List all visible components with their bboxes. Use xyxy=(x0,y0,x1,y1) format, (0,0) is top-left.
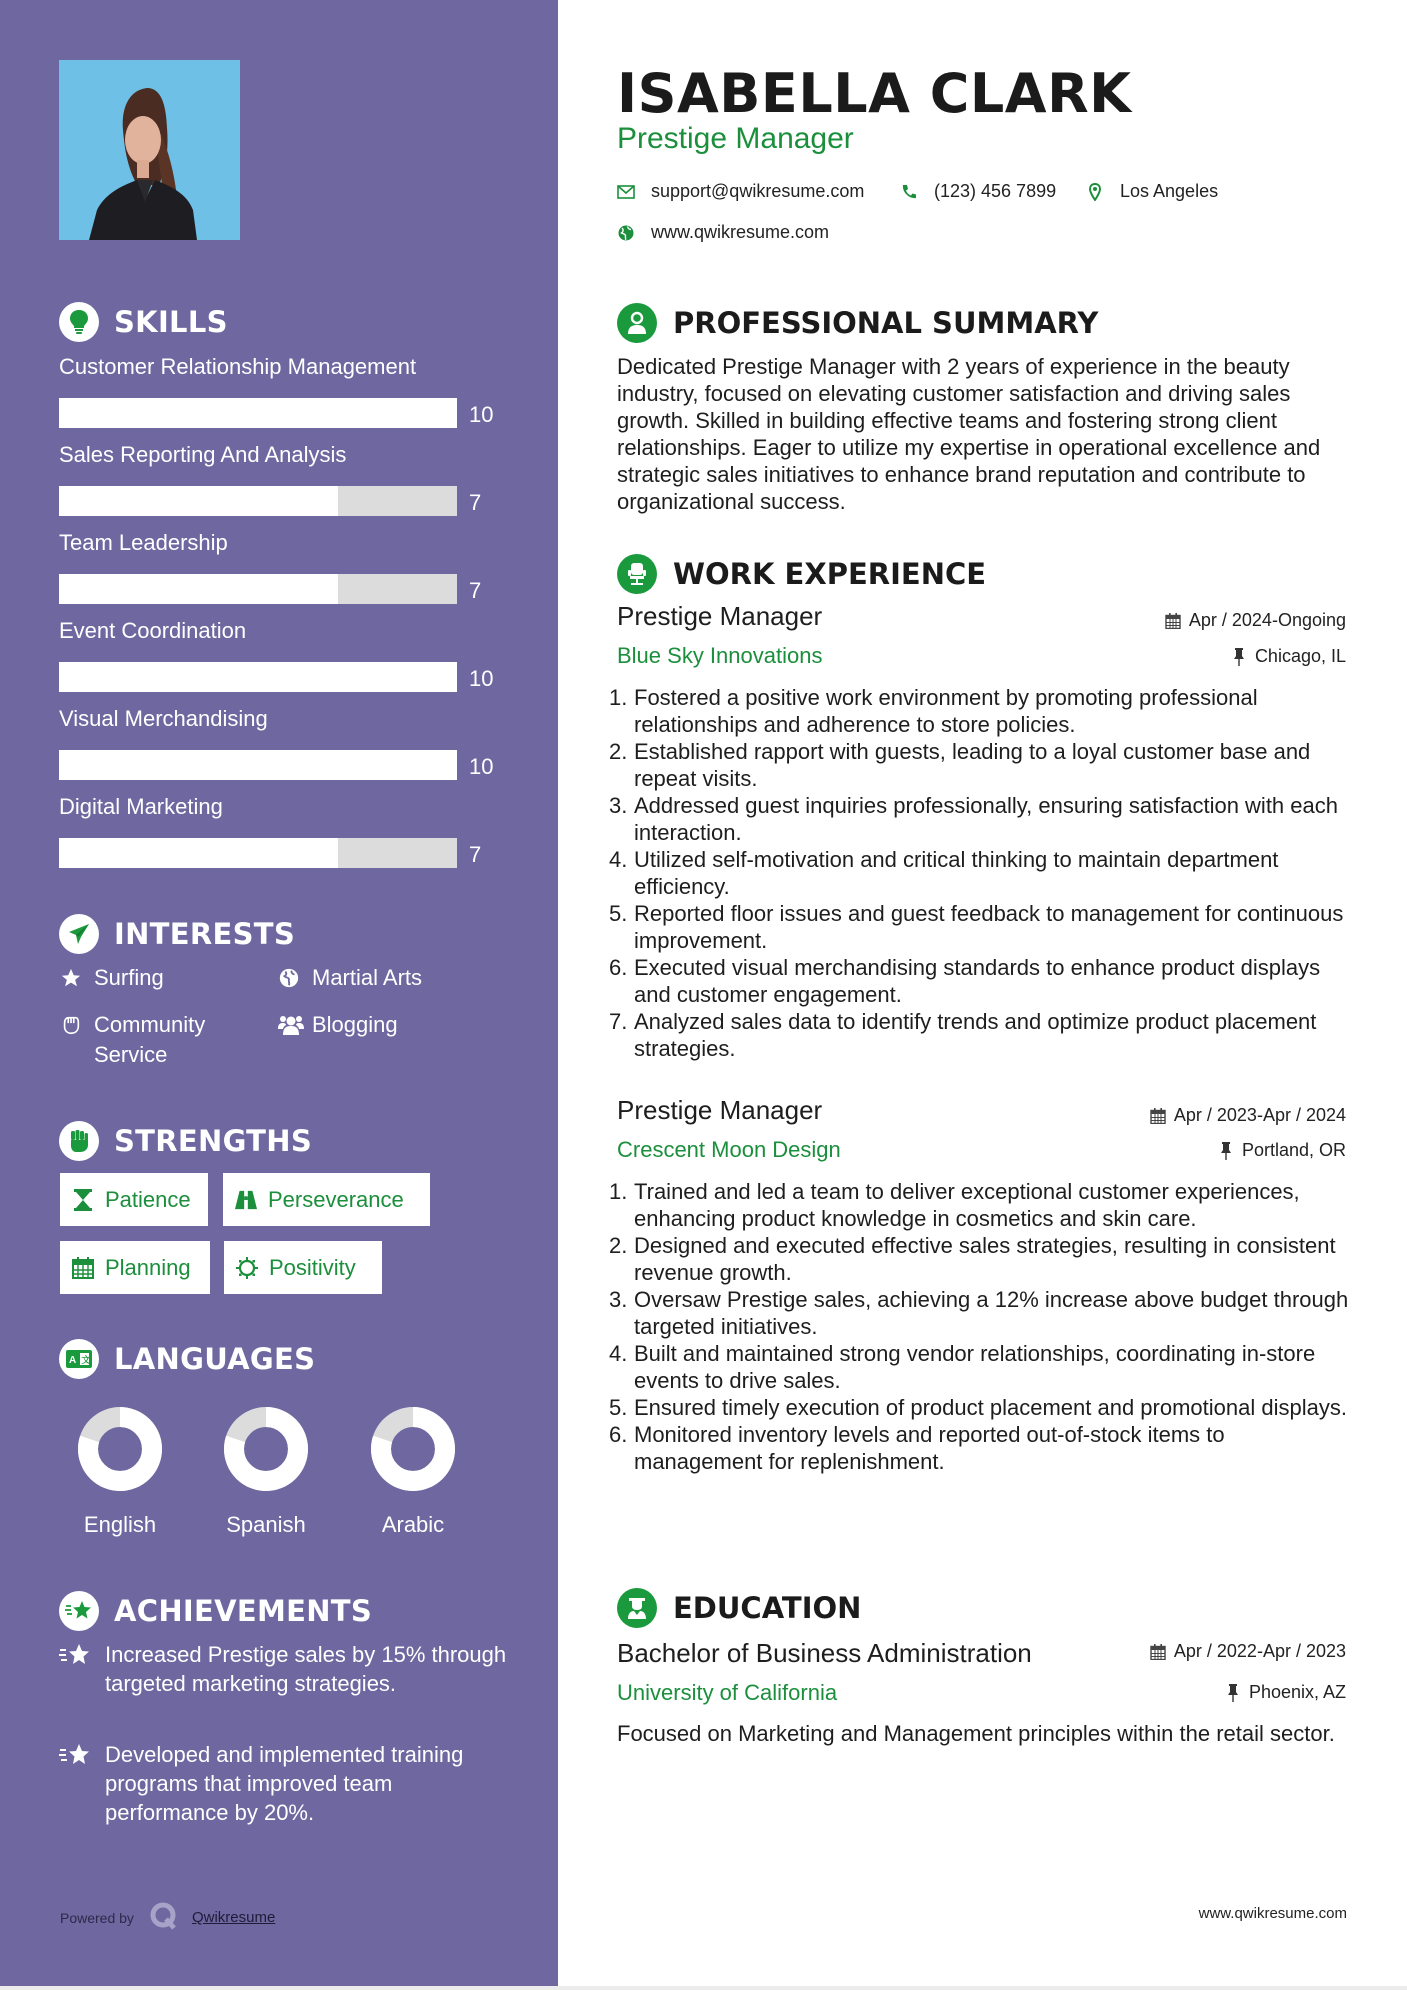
translate-icon xyxy=(59,1339,99,1379)
skill-label: Digital Marketing xyxy=(59,794,223,819)
education-dates xyxy=(1150,1641,1346,1662)
skill-item xyxy=(59,616,519,691)
language-item-arabic xyxy=(353,1407,473,1538)
skill-value: 7 xyxy=(469,842,482,867)
qwikresume-logo-icon xyxy=(150,1902,178,1933)
duty-text: Designed and executed effective sales strategies, resulting in consistent revenue growth. xyxy=(634,1233,1336,1285)
qwikresume-link[interactable]: Qwikresume xyxy=(191,1909,276,1926)
hand-icon xyxy=(60,1010,86,1040)
svg-text:A: A xyxy=(69,1355,77,1366)
duty-item: 4. Built and maintained strong vendor relationships, coordinating in-store events to drive sales. xyxy=(609,1341,1316,1393)
email-text[interactable]: support@qwikresume.com xyxy=(651,181,865,201)
duty-text: Analyzed sales data to identify trends and optimize product placement strategies. xyxy=(634,1009,1317,1061)
job-location xyxy=(1231,646,1346,667)
phone-text[interactable]: (123) 456 7899 xyxy=(934,181,1057,201)
language-donut-chart xyxy=(371,1407,455,1491)
strength-chip-planning xyxy=(60,1241,210,1294)
summary-heading xyxy=(617,302,1098,344)
job-location-text: Chicago, IL xyxy=(1254,646,1346,666)
duty-item: 6. Executed visual merchandising standards to enhance product displays and customer engagement. xyxy=(609,955,1321,1007)
duty-item: 4. Utilized self-motivation and critical thinking to maintain department efficiency. xyxy=(609,847,1279,899)
strength-label: Perseverance xyxy=(268,1186,404,1212)
strength-label: Patience xyxy=(105,1186,191,1212)
pushpin-icon xyxy=(1218,1142,1234,1160)
sun-icon xyxy=(236,1256,258,1280)
skills-heading xyxy=(59,301,228,343)
skill-item xyxy=(59,704,519,779)
duty-text: Utilized self-motivation and critical thinking to maintain department efficiency. xyxy=(634,847,1279,899)
duty-item: 1. Trained and led a team to deliver exceptional customer experiences, enhancing product knowledge in cosmetics and skin care. xyxy=(609,1179,1300,1231)
map-pin-icon xyxy=(1086,183,1104,201)
paper-plane-icon xyxy=(59,914,99,954)
experience-heading xyxy=(617,553,986,595)
skill-label: Sales Reporting And Analysis xyxy=(59,442,347,467)
sidebar xyxy=(0,0,558,1990)
graduate-icon xyxy=(617,1588,657,1628)
fist-icon xyxy=(59,1121,99,1161)
skill-value: 10 xyxy=(469,754,494,779)
interests-heading xyxy=(59,913,295,955)
users-icon xyxy=(278,1010,304,1040)
job-location-text: Portland, OR xyxy=(1241,1140,1346,1160)
education-location-text: Phoenix, AZ xyxy=(1248,1682,1346,1702)
location-text: Los Angeles xyxy=(1120,181,1219,201)
duty-text: Trained and led a team to deliver exceptional customer experiences, enhancing product knowledge in cosmetics and skin care. xyxy=(634,1179,1300,1231)
skills-heading-text: SKILLS xyxy=(114,305,228,339)
calendar-icon xyxy=(1150,1107,1166,1125)
skill-value: 10 xyxy=(469,402,494,427)
strength-label: Planning xyxy=(105,1254,191,1280)
skill-bar xyxy=(59,398,457,428)
person-photo-illustration xyxy=(59,60,240,240)
user-icon xyxy=(617,303,657,343)
job-title: Prestige Manager xyxy=(617,1095,823,1125)
strength-label: Positivity xyxy=(269,1254,356,1280)
achievement-item xyxy=(59,1640,509,1698)
language-donut-chart xyxy=(224,1407,308,1491)
skill-item xyxy=(59,528,519,603)
star-badge-icon xyxy=(59,1740,95,1770)
interest-item-surfing xyxy=(60,963,164,993)
interest-label-line2: Service xyxy=(94,1042,168,1067)
svg-text:文: 文 xyxy=(81,1355,91,1365)
duty-text: Established rapport with guests, leading to a loyal customer base and repeat visits. xyxy=(634,739,1311,791)
duty-text: Fostered a positive work environment by promoting professional relationships and adherence to store policies. xyxy=(634,685,1258,737)
interests-heading-text: INTERESTS xyxy=(114,917,296,951)
contact-email xyxy=(617,181,864,202)
duty-text: Addressed guest inquiries professionally, ensuring satisfaction with each interaction. xyxy=(634,793,1338,845)
strength-chip-perseverance xyxy=(223,1173,430,1226)
duty-item: 2. Established rapport with guests, leading to a loyal customer base and repeat visits. xyxy=(609,739,1311,791)
skill-bar-fill xyxy=(59,398,457,428)
interest-item-blogging xyxy=(278,1010,398,1040)
skill-value: 10 xyxy=(469,666,494,691)
footer-website-link[interactable]: www.qwikresume.com xyxy=(1198,1905,1347,1922)
hourglass-icon xyxy=(72,1188,94,1212)
skill-bar xyxy=(59,750,457,780)
education-heading xyxy=(617,1587,861,1629)
strength-chip-patience xyxy=(60,1173,208,1226)
duty-text: Ensured timely execution of product placement and promotional displays. xyxy=(634,1395,1347,1420)
job-dates xyxy=(1150,1105,1346,1126)
languages-heading xyxy=(59,1338,315,1380)
interest-label: Surfing xyxy=(94,965,164,990)
languages-heading-text: LANGUAGES xyxy=(114,1342,316,1376)
job-company: Crescent Moon Design xyxy=(617,1137,841,1162)
duty-text: Oversaw Prestige sales, achieving a 12% increase above budget through targeted initiatives. xyxy=(634,1287,1349,1339)
candidate-title: Prestige Manager xyxy=(617,122,854,155)
phone-icon xyxy=(900,183,918,201)
candidate-name: ISABELLA CLARK xyxy=(617,62,1132,125)
interest-label-line1: Community xyxy=(94,1012,206,1037)
skill-item xyxy=(59,352,519,427)
skill-label: Team Leadership xyxy=(59,530,228,555)
skill-label: Event Coordination xyxy=(59,618,247,643)
skill-bar-fill xyxy=(59,750,457,780)
strength-chip-positivity xyxy=(224,1241,382,1294)
skill-bar-fill xyxy=(59,574,338,604)
strengths-heading-text: STRENGTHS xyxy=(114,1124,313,1158)
achievement-text: Developed and implemented training programs that improved team performance by 20%. xyxy=(105,1742,464,1825)
contact-website xyxy=(617,222,829,243)
duty-item: 6. Monitored inventory levels and reported out-of-stock items to management for replenishment. xyxy=(609,1422,1225,1474)
skill-item xyxy=(59,440,519,515)
website-text[interactable]: www.qwikresume.com xyxy=(651,222,830,242)
education-heading-text: EDUCATION xyxy=(673,1591,862,1625)
duty-item: 3. Oversaw Prestige sales, achieving a 12% increase above budget through targeted initiatives. xyxy=(609,1287,1349,1339)
envelope-icon xyxy=(617,183,635,201)
achievements-heading-text: ACHIEVEMENTS xyxy=(114,1594,373,1628)
skill-bar-fill xyxy=(59,486,338,516)
language-item-spanish xyxy=(206,1407,326,1538)
star-badge-icon xyxy=(59,1640,95,1670)
skill-bar xyxy=(59,574,457,604)
language-donut-chart xyxy=(78,1407,162,1491)
office-chair-icon xyxy=(617,554,657,594)
skill-bar-fill xyxy=(59,662,457,692)
language-label: Arabic xyxy=(381,1512,445,1537)
job-title: Prestige Manager xyxy=(617,601,823,631)
calendar-icon xyxy=(1165,612,1181,630)
globe-icon xyxy=(617,224,635,242)
interest-label xyxy=(94,1010,205,1070)
language-item-english xyxy=(60,1407,180,1538)
interest-item-community-service xyxy=(60,1010,205,1070)
star-icon xyxy=(60,963,86,993)
page-bottom-border xyxy=(0,1986,1407,1990)
duty-item: 5. Ensured timely execution of product placement and promotional displays. xyxy=(609,1395,1347,1420)
job-dates-text: Apr / 2024-Ongoing xyxy=(1188,610,1346,630)
job-company: Blue Sky Innovations xyxy=(617,643,823,668)
duty-item: 7. Analyzed sales data to identify trends and optimize product placement strategies. xyxy=(609,1009,1317,1061)
duty-item: 1. Fostered a positive work environment by promoting professional relationships and adherence to store policies. xyxy=(609,685,1258,737)
strengths-heading xyxy=(59,1120,312,1162)
skill-bar xyxy=(59,662,457,692)
skill-value: 7 xyxy=(469,490,482,515)
calendar-icon xyxy=(72,1256,94,1280)
duty-item: 2. Designed and executed effective sales strategies, resulting in consistent revenue growth. xyxy=(609,1233,1336,1285)
summary-text: Dedicated Prestige Manager with 2 years of experience in the beauty industry, focused on elevating customer satisfaction and driving sales growth. Skilled in building effective teams and fostering strong client relationships. Eager to utilize my expertise in operational excellence and strategic sales initiatives to enhance brand reputation and contribute to organizational success. xyxy=(617,354,1321,514)
skill-label: Visual Merchandising xyxy=(59,706,268,731)
powered-by-label: Powered by xyxy=(60,1909,134,1926)
duty-text: Reported floor issues and guest feedback to management for continuous improvement. xyxy=(634,901,1344,953)
lightbulb-icon xyxy=(59,302,99,342)
education-school: University of California xyxy=(617,1680,838,1705)
skill-value: 7 xyxy=(469,578,482,603)
main-content xyxy=(558,0,1407,1990)
contact-phone xyxy=(900,181,1056,202)
job-duties-list xyxy=(609,684,1354,1062)
skill-bar xyxy=(59,486,457,516)
achievement-text: Increased Prestige sales by 15% through targeted marketing strategies. xyxy=(105,1642,507,1696)
road-icon xyxy=(235,1188,257,1212)
duty-item: 5. Reported floor issues and guest feedback to management for continuous improvement. xyxy=(609,901,1344,953)
education-degree: Bachelor of Business Administration xyxy=(617,1638,1032,1668)
skill-label: Customer Relationship Management xyxy=(59,354,417,379)
interest-label: Blogging xyxy=(312,1012,398,1037)
education-dates-text: Apr / 2022-Apr / 2023 xyxy=(1173,1641,1346,1661)
profile-photo xyxy=(59,60,240,240)
skill-item xyxy=(59,792,519,867)
globe-icon xyxy=(278,963,304,993)
duty-text: Monitored inventory levels and reported out-of-stock items to management for replenishment. xyxy=(634,1422,1225,1474)
language-label: Spanish xyxy=(226,1512,306,1537)
job-dates xyxy=(1165,610,1346,631)
skill-bar-fill xyxy=(59,838,338,868)
education-location xyxy=(1225,1682,1346,1703)
skill-bar xyxy=(59,838,457,868)
contact-location xyxy=(1086,181,1218,202)
experience-heading-text: WORK EXPERIENCE xyxy=(673,557,987,591)
pushpin-icon xyxy=(1225,1684,1241,1702)
powered-by xyxy=(60,1902,275,1933)
duty-item: 3. Addressed guest inquiries professionally, ensuring satisfaction with each interaction. xyxy=(609,793,1338,845)
language-label: English xyxy=(83,1512,157,1537)
achievements-heading xyxy=(59,1590,372,1632)
interest-item-martial-arts xyxy=(278,963,422,993)
education-description: Focused on Marketing and Management principles within the retail sector. xyxy=(617,1721,1335,1746)
interest-label: Martial Arts xyxy=(312,965,423,990)
star-badge-icon xyxy=(59,1591,99,1631)
summary-heading-text: PROFESSIONAL SUMMARY xyxy=(673,306,1099,340)
duty-text: Executed visual merchandising standards to enhance product displays and customer engagement. xyxy=(634,955,1321,1007)
job-location xyxy=(1218,1140,1346,1161)
calendar-icon xyxy=(1150,1643,1166,1661)
job-duties-list xyxy=(609,1178,1354,1475)
pushpin-icon xyxy=(1231,648,1247,666)
duty-text: Built and maintained strong vendor relationships, coordinating in-store events to drive sales. xyxy=(634,1341,1316,1393)
achievement-item xyxy=(59,1740,509,1827)
job-dates-text: Apr / 2023-Apr / 2024 xyxy=(1173,1105,1346,1125)
